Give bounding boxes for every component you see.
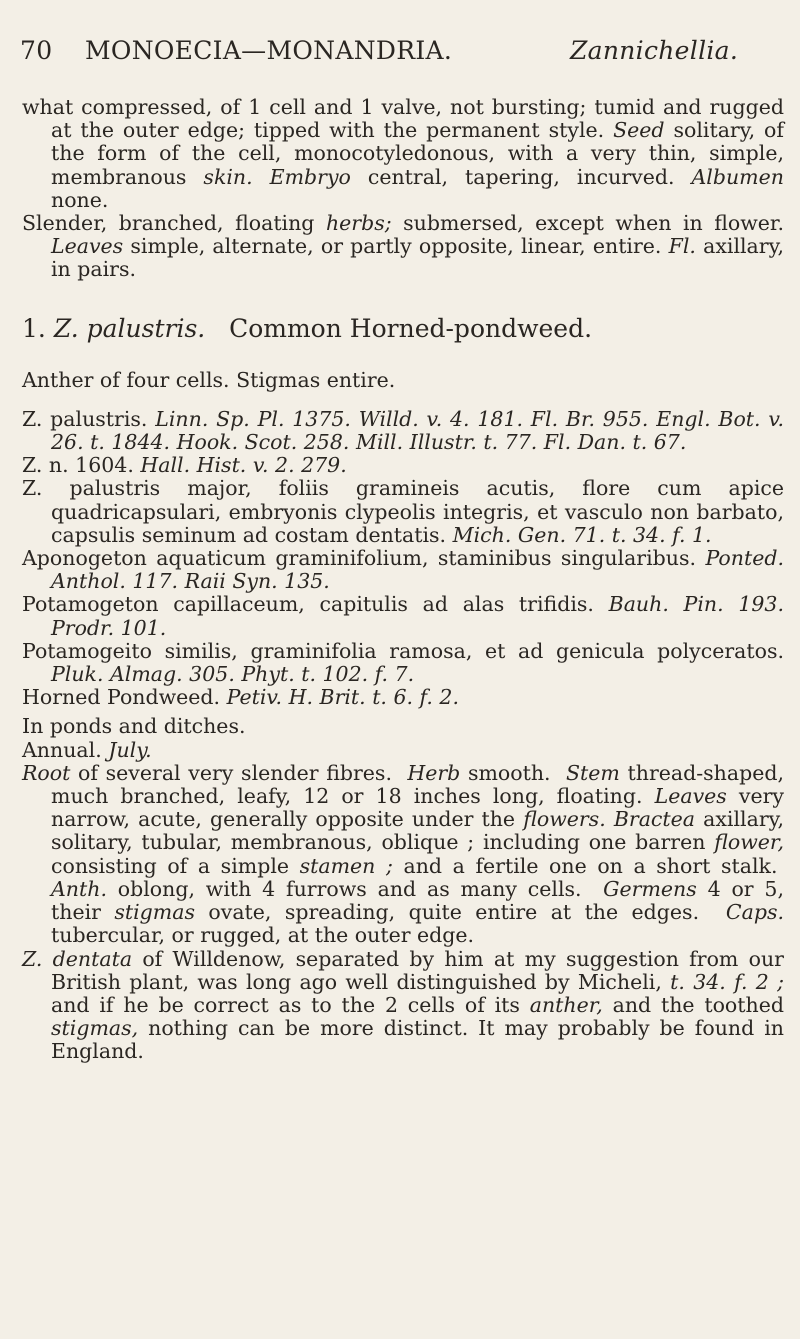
genus-title: Zannichellia. bbox=[570, 36, 739, 65]
synonym-text: Aponogeton aquaticum graminifolium, staminibus singularibus. bbox=[22, 546, 697, 571]
synonym-4 bbox=[22, 547, 784, 593]
germens-label: Germens bbox=[603, 876, 697, 901]
synonym-ref: Hall. Hist. v. 2. 279. bbox=[140, 453, 347, 478]
note-text: of Willdenow, separated by him at my suggestion from our British plant, was long ago well distinguished by Micheli, bbox=[51, 946, 784, 994]
note-text: and if he be correct as to the 2 cells of its bbox=[51, 992, 520, 1017]
synonym-ref: Bauh. Pin. 193. Prodr. 101. bbox=[51, 592, 784, 640]
germens-text: 4 or 5, their bbox=[51, 876, 784, 925]
fl-label: Fl. bbox=[668, 234, 696, 259]
habitat bbox=[22, 715, 784, 738]
caps-label: Caps. bbox=[725, 900, 784, 925]
duration-flowering bbox=[22, 739, 784, 762]
generic-habit bbox=[22, 212, 784, 282]
synonym-6 bbox=[22, 640, 784, 686]
running-title: MONOECIA—MONANDRIA. bbox=[85, 36, 453, 65]
synonym-text: Z. n. 1604. bbox=[22, 453, 134, 478]
synonym-ref: Raii Syn. 135. bbox=[184, 569, 330, 594]
dentata-note bbox=[22, 948, 784, 1064]
stamen-label: stamen ; bbox=[299, 853, 393, 878]
herbs-label: herbs; bbox=[325, 211, 392, 236]
flowers-label: flowers. bbox=[523, 807, 606, 832]
stamen-text: and a fertile one on a short stalk. bbox=[403, 853, 778, 878]
synonym-7 bbox=[22, 686, 784, 709]
synonym-text: Z. palustris major, foliis gramineis acutis, flore cum apice quadricapsulari, embryonis clypeolis integris, et vasculo non barbato, capsulis seminum ad costam dentatis. bbox=[22, 476, 784, 547]
synonym-ref: Petiv. H. Brit. t. 6. f. 2. bbox=[226, 685, 459, 710]
page-body bbox=[22, 96, 784, 1064]
synonym-ref: Phyt. t. 102. f. 7. bbox=[241, 662, 415, 687]
page-number: 70 bbox=[20, 36, 53, 65]
albumen-text: none. bbox=[51, 187, 109, 212]
fl-text: axillary, in pairs. bbox=[51, 234, 784, 282]
synonym-2 bbox=[22, 454, 784, 477]
stem-label: Stem bbox=[565, 760, 620, 785]
note-text: nothing can be more distinct. It may probably be found in England. bbox=[51, 1016, 784, 1064]
seed-text: solitary, of the form of the cell, monocotyledonous, with a very thin, simple, membranous bbox=[51, 118, 784, 189]
fruit-text: what compressed, of 1 cell and 1 valve, not bursting; tumid and rugged at the outer edge; tipped with the permanent style. bbox=[22, 95, 784, 143]
leaves-label: Leaves bbox=[654, 784, 727, 809]
flower-label: flower, bbox=[714, 830, 784, 855]
herb-text: smooth. bbox=[467, 760, 551, 785]
running-header bbox=[0, 36, 800, 76]
species-common-name: Common Horned-pondweed. bbox=[229, 313, 593, 343]
species-description bbox=[22, 762, 784, 948]
diagnosis-text: Anther of four cells. Stigmas entire. bbox=[22, 367, 396, 392]
synonym-text: Horned Pondweed. bbox=[22, 685, 221, 710]
synonym-ref: Mich. Gen. 71. t. 34. f. 1. bbox=[452, 522, 712, 547]
species-heading bbox=[22, 315, 784, 343]
leaves-text: very narrow, acute, generally opposite under the bbox=[51, 784, 784, 832]
flower-text: consisting of a simple bbox=[51, 853, 290, 878]
habit-text: Slender, branched, floating bbox=[22, 211, 315, 236]
synonym-ref: Linn. Sp. Pl. 1375. bbox=[155, 406, 351, 431]
generic-fruit-description bbox=[22, 96, 784, 212]
skin-label: skin. bbox=[203, 164, 253, 189]
anther-label: anther, bbox=[529, 992, 603, 1017]
synonym-text: Potamogeito similis, graminifolia ramosa, et ad genicula polyceratos. bbox=[22, 638, 784, 663]
anth-text: oblong, with 4 furrows and as many cells. bbox=[117, 876, 582, 901]
note-text: and the toothed bbox=[612, 992, 784, 1017]
stigmas-label: stigmas, bbox=[51, 1016, 139, 1041]
root-label: Root bbox=[22, 760, 71, 785]
synonym-ref: Mill. Illustr. t. 77. Fl. Dan. t. 67. bbox=[355, 430, 687, 455]
species-number: 1. bbox=[22, 313, 46, 343]
synonym-ref: Pluk. Almag. 305. bbox=[51, 662, 235, 687]
synonym-1 bbox=[22, 408, 784, 454]
synonym-3 bbox=[22, 477, 784, 547]
leaves-label: Leaves bbox=[51, 234, 124, 259]
embryo-text: central, tapering, incurved. bbox=[367, 164, 675, 189]
synonym-text: Potamogeton capillaceum, capitulis ad alas trifidis. bbox=[22, 592, 594, 617]
habitat-text: In ponds and ditches. bbox=[22, 714, 246, 739]
stigmas-text: ovate, spreading, quite entire at the edges. bbox=[208, 900, 700, 925]
stigmas-label: stigmas bbox=[114, 900, 195, 925]
species-diagnosis bbox=[22, 369, 784, 392]
synonym-text: Z. palustris. bbox=[22, 406, 148, 431]
stem-text: thread-shaped, much branched, leafy, 12 or 18 inches long, floating. bbox=[51, 760, 784, 809]
embryo-label: Embryo bbox=[269, 164, 351, 189]
synonym-ref: Ponted. Anthol. 117. bbox=[51, 546, 784, 594]
duration-text: Annual. bbox=[22, 737, 102, 762]
albumen-label: Albumen bbox=[691, 164, 784, 189]
root-text: of several very slender fibres. bbox=[78, 760, 392, 785]
synonym-ref: Fl. Br. 955. Engl. Bot. v. 26. t. 1844. bbox=[51, 406, 784, 455]
leaves-text: simple, alternate, or partly opposite, linear, entire. bbox=[130, 234, 662, 259]
bractea-label: Bractea bbox=[613, 807, 696, 832]
bractea-text: axillary, solitary, tubular, membranous, oblique ; including one barren bbox=[51, 807, 784, 855]
note-ref: t. 34. f. 2 ; bbox=[670, 969, 784, 994]
seed-label: Seed bbox=[613, 118, 665, 143]
flowering-text: July. bbox=[108, 737, 152, 762]
caps-text: tubercular, or rugged, at the outer edge. bbox=[51, 923, 475, 948]
herb-label: Herb bbox=[407, 760, 461, 785]
dentata-name: Z. dentata bbox=[22, 946, 133, 971]
synonym-5 bbox=[22, 593, 784, 639]
species-name: Z. palustris. bbox=[53, 313, 206, 343]
synonym-ref: Hook. Scot. 258. bbox=[176, 430, 350, 455]
anth-label: Anth. bbox=[51, 876, 107, 901]
synonym-ref: Willd. v. 4. 181. bbox=[358, 406, 523, 431]
habit-text-2: submersed, except when in flower. bbox=[403, 211, 784, 236]
